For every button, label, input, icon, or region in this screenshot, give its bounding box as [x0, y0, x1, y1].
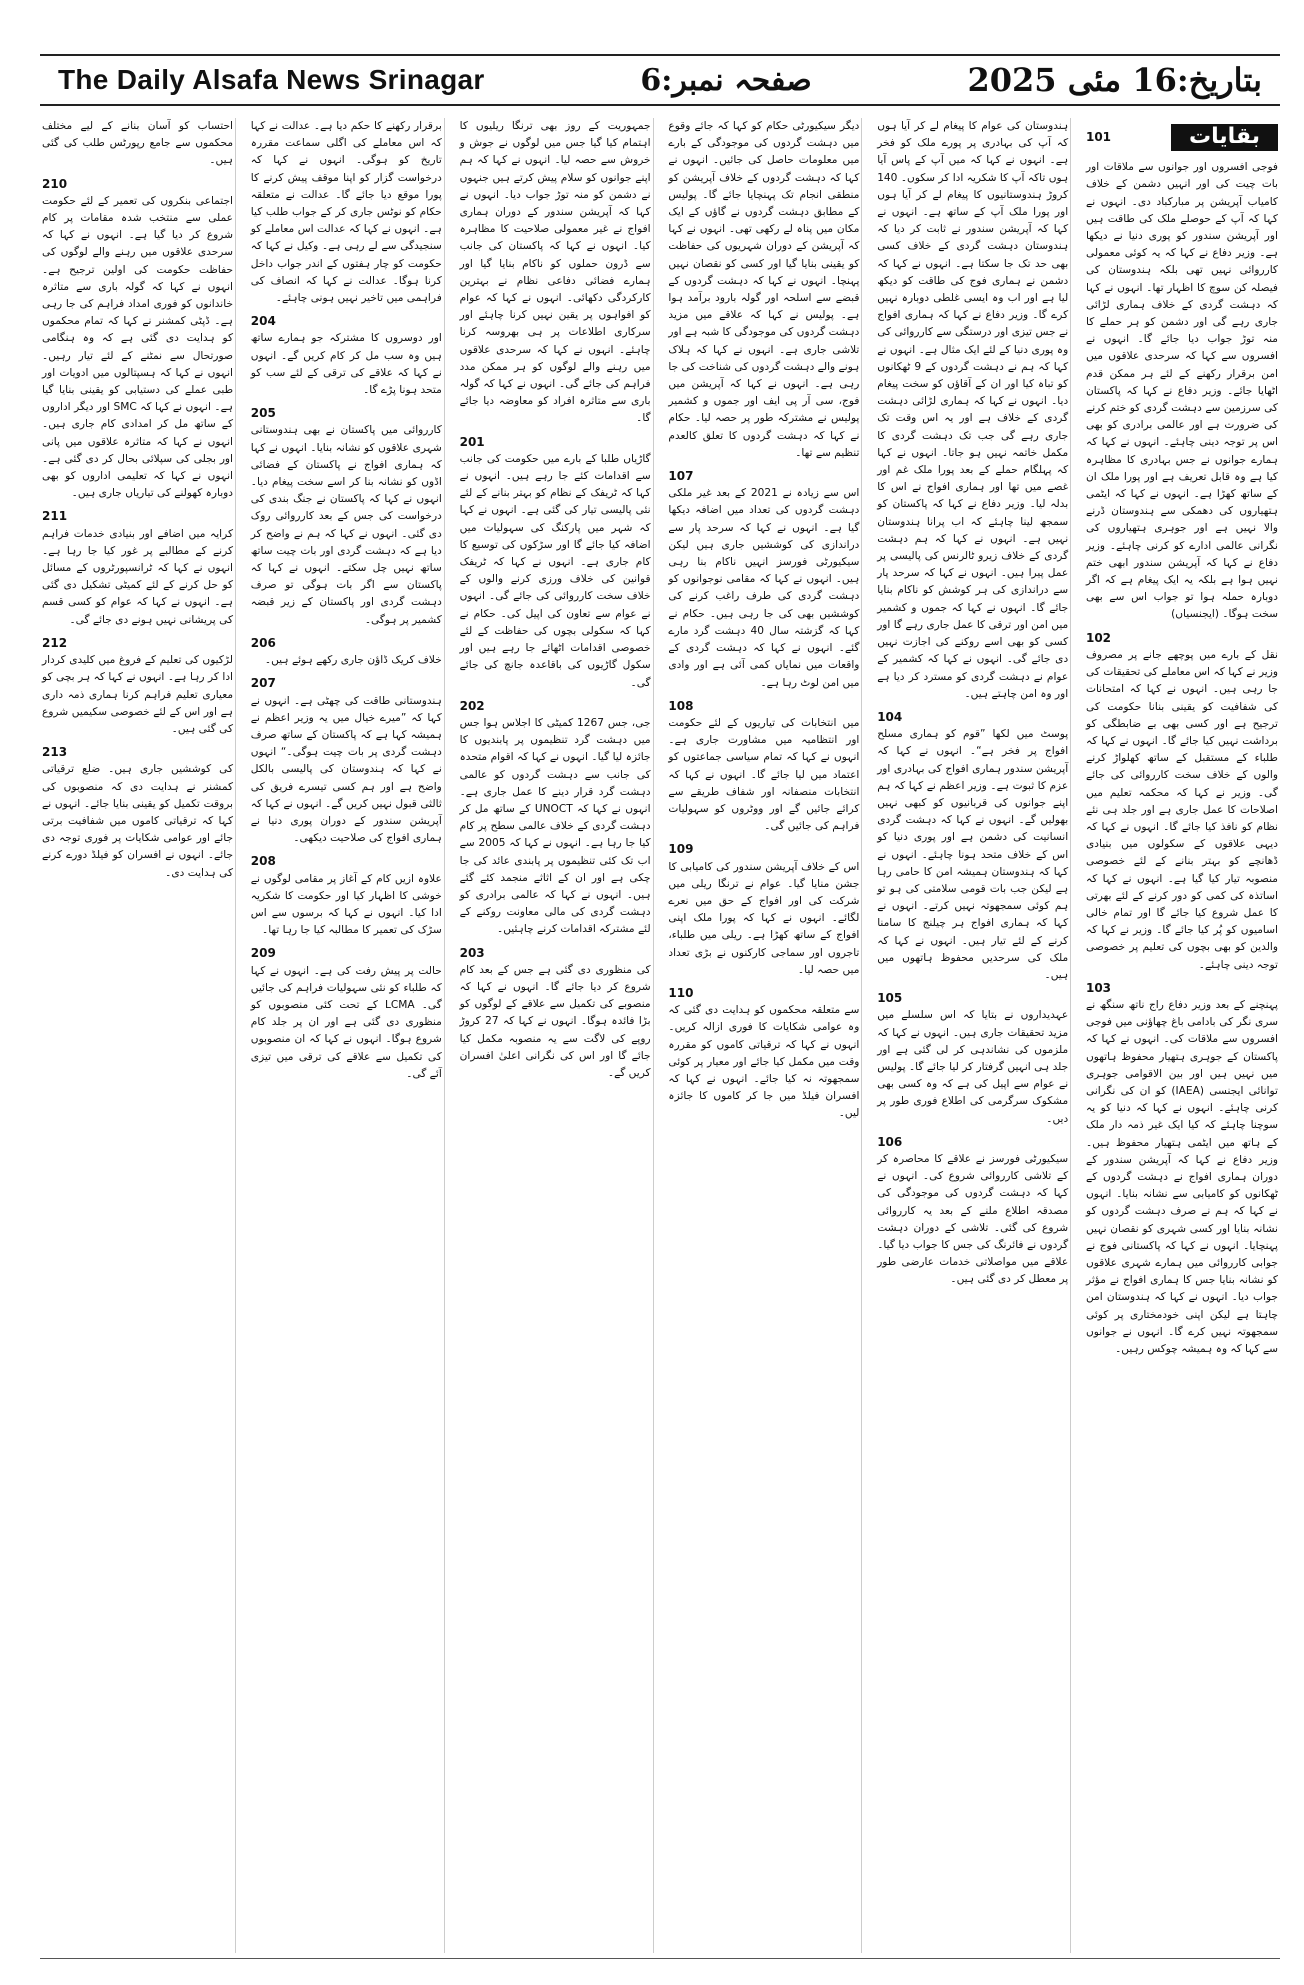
continuation-number: 101: [1085, 130, 1112, 144]
article-paragraph: پوسٹ میں لکھا ”قوم کو ہماری مسلح افواج پر فخر ہے“۔ انہوں نے کہا کہ آپریشن سندور ہماری افواج کی بہادری اور عزم کا ثبوت ہے۔ وزیر اعظم نے کہا کہ ہم اپنے جوانوں کی قربانیوں کو کبھی نہیں بھولیں گے۔ انہوں نے کہا کہ دہشت گردی انسانیت کی دشمن ہے اور پوری دنیا کو اس کے خلاف متحد ہونا چاہئے۔ انہوں نے کہا کہ ہندوستان ہمیشہ امن کا حامی رہا ہے لیکن جب بات قومی سلامتی کی ہو تو ہم کوئی سمجھوتہ نہیں کرتے۔ انہوں نے کہا کہ ہماری افواج ہر چیلنج کا سامنا کرنے کے لئے تیار ہیں۔ انہوں نے کہا کہ ملک کی سرحدیں محفوظ ہاتھوں میں ہیں۔: [877, 728, 1069, 981]
article-paragraph: نقل کے بارے میں پوچھے جانے پر مصروف وزیر نے کہا کہ اس معاملے کی تحقیقات کی جا رہی ہیں۔ انہوں نے کہا کہ امتحانات کی شفافیت کو یقینی بنانا حکومت کی ترجیح ہے اور کسی بھی بے ضابطگی کو برداشت نہیں کیا جائے گا۔ انہوں نے کہا کہ طلباء کے مستقبل کے ساتھ کھلواڑ کرنے والوں کے خلاف سخت کارروائی کی جائے گی۔ وزیر نے کہا کہ محکمہ تعلیم میں اصلاحات کا عمل جاری ہے اور جلد ہی نئے نظام کو نافذ کیا جائے گا۔ انہوں نے کہا کہ دیہی علاقوں کے سکولوں میں بنیادی ڈھانچے کو بہتر بنانے کے لئے خصوصی منصوبہ تیار کیا گیا ہے۔ انہوں نے کہا کہ اساتذہ کی کمی کو دور کرنے کے لئے بھرتی کا عمل شروع کیا جائے گا اور تمام خالی اسامیوں کو پُر کیا جائے گا۔ وزیر نے کہا کہ والدین کو بھی بچوں کی تعلیم پر خصوصی توجہ دینی چاہئے۔: [1085, 648, 1278, 971]
article-paragraph: لڑکیوں کی تعلیم کے فروغ میں کلیدی کردار ادا کر رہا ہے۔ انہوں نے کہا کہ ہر بچی کو معیاری تعلیم فراہم کرنا ہماری ذمہ داری ہے اور اس کے لئے خصوصی سکیمیں شروع کی گئی ہیں۔: [42, 654, 233, 735]
continuation-number: 103: [1085, 980, 1112, 995]
article-column: [458, 118, 654, 1953]
article-paragraph: کی کوششیں جاری ہیں۔ ضلع ترقیاتی کمشنر نے ہدایت دی کہ منصوبوں کی بروقت تکمیل کو یقینی بنایا جائے۔ انہوں نے کہا کہ ترقیاتی کاموں میں شفافیت برتی جائے اور عوامی شکایات پر فوری توجہ دی جائے۔ انہوں نے افسران کو فیلڈ دورے کرنے کی ہدایت دی۔: [42, 763, 233, 879]
article-paragraph: پہنچنے کے بعد وزیر دفاع راج ناتھ سنگھ نے سری نگر کی بادامی باغ چھاؤنی میں فوجی افسروں سے ملاقات کی۔ انہوں نے کہا کہ پاکستان کے جوہری ہتھیار محفوظ ہاتھوں میں نہیں ہیں اور بین الاقوامی جوہری توانائی ایجنسی (IAEA) کو ان کی نگرانی کرنی چاہئے۔ انہوں نے کہا کہ دنیا کو یہ سوچنا چاہئے کہ کیا ایک غیر ذمہ دار ملک کے ہاتھ میں ایٹمی ہتھیار محفوظ ہیں۔ وزیر دفاع نے کہا کہ آپریشن سندور کے دوران ہماری افواج نے دہشت گردوں کے ٹھکانوں کو کامیابی سے نشانہ بنایا۔ انہوں نے کہا کہ ہم نے صرف دہشت گردوں کو نشانہ بنایا اور کسی شہری کو نقصان نہیں پہنچایا۔ انہوں نے کہا کہ پاکستانی فوج نے جوابی کارروائی میں ہمارے شہری علاقوں کو نشانہ بنایا جس کا ہماری افواج نے مؤثر جواب دیا۔ انہوں نے کہا کہ ہندوستان امن چاہتا ہے لیکن اپنی خودمختاری پر کوئی سمجھوتہ نہیں کرے گا۔ انہوں نے جوانوں سے کہا کہ وہ ہمیشہ چوکس رہیں۔: [1085, 998, 1278, 1356]
continuation-number: 104: [877, 709, 903, 724]
continuation-number: 102: [1085, 630, 1112, 645]
article-paragraph: جی، جس 1267 کمیٹی کا اجلاس ہوا جس میں دہشت گرد تنظیموں پر پابندیوں کا جائزہ لیا گیا۔ انہوں نے کہا کہ اقوام متحدہ کی جانب سے دہشت گردوں کو عالمی دہشت گرد قرار دینے کا عمل جاری ہے۔ انہوں نے کہا کہ UNOCT کے ساتھ مل کر دہشت گردی کے خلاف عالمی سطح پر کام کیا جا رہا ہے۔ انہوں نے کہا کہ 2005 سے اب تک کئی تنظیموں پر پابندی عائد کی جا چکی ہے اور ان کے اثاثے منجمد کئے گئے ہیں۔ انہوں نے کہا کہ عالمی برادری کو دہشت گردی کی مالی معاونت روکنے کے لئے مشترکہ اقدامات کرنے چاہئیں۔: [459, 716, 651, 936]
article-paragraph: عہدیداروں نے بتایا کہ اس سلسلے میں مزید تحقیقات جاری ہیں۔ انہوں نے کہا کہ ملزموں کی نشاندہی کر لی گئی ہے اور جلد ہی انہیں گرفتار کر لیا جائے گا۔ پولیس نے عوام سے اپیل کی ہے کہ وہ کسی بھی مشکوک سرگرمی کی اطلاع فوری طور پر دیں۔: [877, 1009, 1069, 1125]
continuation-number: 105: [877, 991, 903, 1006]
article-column: [666, 118, 862, 1953]
article-paragraph: برقرار رکھنے کا حکم دیا ہے۔ عدالت نے کہا کہ اس معاملے کی اگلی سماعت مقررہ تاریخ کو ہوگی۔ انہوں نے کہا کہ درخواست گزار کو اپنا موقف پیش کرنے کا پورا موقع دیا جائے گا۔ عدالت نے متعلقہ حکام کو نوٹس جاری کر کے جواب طلب کیا ہے۔ انہوں نے کہا کہ عدالت اس معاملے کو سنجیدگی سے لے رہی ہے۔ وکیل نے کہا کہ حکومت کو چار ہفتوں کے اندر جواب داخل کرنا ہوگا۔ عدالت نے کہا کہ انصاف کی فراہمی میں تاخیر نہیں ہونی چاہئے۔: [250, 120, 442, 305]
continuation-number: 205: [250, 406, 276, 421]
section-header: [1086, 124, 1278, 151]
article-paragraph: جمہوریت کے روز بھی ترنگا ریلیوں کا اہتمام کیا گیا جس میں لوگوں نے جوش و خروش سے حصہ لیا۔ انہوں نے کہا کہ ہم اپنے جوانوں کو سلام پیش کرتے ہیں جنہوں نے دشمن کو منہ توڑ جواب دیا۔ انہوں نے کہا کہ آپریشن سندور کے دوران ہماری افواج نے غیر معمولی صلاحیت کا مظاہرہ کیا۔ انہوں نے کہا کہ پاکستان کی جانب سے ڈرون حملوں کو ناکام بنایا گیا اور ہمارے فضائی دفاعی نظام نے بہترین کارکردگی دکھائی۔ انہوں نے کہا کہ عوام کو افواہوں پر یقین نہیں کرنا چاہئے اور سرکاری اطلاعات پر ہی بھروسہ کرنا چاہئے۔ انہوں نے کہا کہ سرحدی علاقوں میں رہنے والے لوگوں کو ہر ممکن مدد فراہم کی جائے گی۔ انہوں نے کہا کہ گولہ باری سے متاثرہ افراد کو معاوضہ دیا جائے گا۔: [459, 120, 651, 425]
article-paragraph: میں انتخابات کی تیاریوں کے لئے حکومت اور انتظامیہ میں مشاورت جاری ہے۔ انہوں نے کہا کہ تمام سیاسی جماعتوں کو اعتماد میں لیا جائے گا۔ انہوں نے کہا کہ انتخابات منصفانہ اور شفاف طریقے سے کرائے جائیں گے اور ووٹروں کو سہولیات فراہم کی جائیں گی۔: [668, 716, 860, 833]
article-paragraph: حالت پر پیش رفت کی ہے۔ انہوں نے کہا کہ طلباء کو نئی سہولیات فراہم کی جائیں گی۔ LCMA کے تحت کئی منصوبوں کو منظوری دی گئی ہے اور ان پر جلد کام شروع ہوگا۔ انہوں نے کہا کہ ان منصوبوں کی تکمیل سے علاقے کی ترقی میں تیزی آئے گی۔: [250, 964, 442, 1080]
article-paragraph: کارروائی میں پاکستان نے بھی ہندوستانی شہری علاقوں کو نشانہ بنایا۔ انہوں نے کہا کہ ہماری افواج نے پاکستان کے فضائی اڈوں کو نشانہ بنا کر اسے سخت پیغام دیا۔ انہوں نے کہا کہ پاکستان نے جنگ بندی کی درخواست کی جس کے بعد کارروائی روک دی گئی۔ انہوں نے کہا کہ ہم نے واضح کر دیا ہے کہ دہشت گردی اور بات چیت ساتھ ساتھ نہیں چل سکتے۔ انہوں نے کہا کہ پاکستان سے اگر بات ہوگی تو صرف دہشت گردی اور پاکستان کے زیر قبضہ کشمیر پر ہوگی۔: [250, 424, 442, 626]
article-columns: [40, 118, 1280, 1953]
issue-date: بتاریخ:16 مئی 2025: [967, 61, 1262, 99]
continuation-number: 204: [250, 314, 276, 329]
continuation-number: 211: [42, 509, 68, 524]
article-paragraph: اور دوسروں کا مشترکہ جو ہمارے ساتھ ہیں وہ سب مل کر کام کریں گے۔ انہوں نے کہا کہ علاقے کی ترقی کے لئے سب کو متحد ہونا پڑے گا۔: [250, 332, 442, 397]
article-column: [40, 118, 236, 1953]
continuation-number: 110: [668, 985, 694, 1000]
article-paragraph: اس سے زیادہ نے 2021 کے بعد غیر ملکی دہشت گردوں کی تعداد میں اضافہ دیکھا گیا ہے۔ انہوں نے کہا کہ سرحد پار سے دراندازی کی کوششیں جاری ہیں لیکن سیکیورٹی فورسز انہیں ناکام بنا رہی ہیں۔ انہوں نے کہا کہ مقامی نوجوانوں کو دہشت گردی کی طرف راغب کرنے کی کوششیں بھی کی جا رہی ہیں۔ حکام نے کہا کہ گزشتہ سال 40 دہشت گرد مارے گئے۔ انہوں نے کہا کہ دہشت گردی کے واقعات میں نمایاں کمی آئی ہے اور وادی میں امن لوٹ رہا ہے۔: [668, 487, 860, 689]
continuation-number: 107: [668, 469, 694, 484]
article-column: [1084, 118, 1280, 1953]
continuation-number: 210: [42, 176, 68, 191]
bottom-rule: [40, 1958, 1280, 1959]
continuation-number: 207: [250, 676, 276, 691]
continuation-number: 203: [459, 945, 485, 960]
article-paragraph: اس کے خلاف آپریشن سندور کی کامیابی کا جشن منایا گیا۔ عوام نے ترنگا ریلی میں شرکت کی اور افواج کے حق میں نعرے لگائے۔ انہوں نے کہا کہ پورا ملک اپنی افواج کے ساتھ کھڑا ہے۔ ریلی میں طلباء، تاجروں اور سماجی کارکنوں نے بڑی تعداد میں حصہ لیا۔: [668, 860, 860, 976]
article-paragraph: دیگر سیکیورٹی حکام کو کہا کہ جائے وقوع میں دہشت گردوں کی موجودگی کے بارے میں معلومات حاصل کی جائیں۔ انہوں نے کہا کہ دہشت گردوں کے خلاف آپریشن کو منطقی انجام تک پہنچایا جائے گا۔ پولیس کے مطابق دہشت گردوں نے گاؤں کے ایک مکان میں پناہ لے رکھی تھی۔ انہوں نے کہا کہ آپریشن کے دوران شہریوں کی حفاظت کو یقینی بنایا گیا اور کسی کو نقصان نہیں پہنچا۔ انہوں نے کہا کہ دہشت گردوں کے قبضے سے اسلحہ اور گولہ بارود برآمد ہوا ہے۔ پولیس نے کہا کہ علاقے میں مزید دہشت گردوں کی موجودگی کا شبہ ہے اور تلاشی جاری ہے۔ انہوں نے کہا کہ ہلاک ہونے والے دہشت گردوں کی شناخت کی جا رہی ہے۔ انہوں نے کہا کہ آپریشن میں فوج، سی آر پی ایف اور جموں و کشمیر پولیس نے مشترکہ طور پر حصہ لیا۔ حکام نے کہا کہ دہشت گردوں کا تعلق کالعدم تنظیم سے تھا۔: [668, 120, 860, 459]
continuation-number: 208: [250, 854, 276, 869]
article-paragraph: فوجی افسروں اور جوانوں سے ملاقات اور بات چیت کی اور انہیں دشمن کے خلاف کامیاب آپریشن پر مبارکباد دی۔ انہوں نے کہا کہ آپ کے حوصلے ملک کی طاقت ہیں اور آپریشن سندور کو پوری دنیا نے دیکھا ہے۔ وزیر دفاع نے کہا کہ یہ کوئی معمولی کارروائی نہیں تھی بلکہ ہندوستان کی فیصلہ کن سوچ کا اظہار تھا۔ انہوں نے کہا کہ دہشت گردی کے خلاف ہماری لڑائی جاری رہے گی اور دشمن کو ہر حملے کا منہ توڑ جواب دیا جائے گا۔ انہوں نے افسروں سے کہا کہ سرحدی علاقوں میں امن برقرار رکھنے کے لئے ہر ممکن قدم اٹھایا جائے۔ وزیر دفاع نے کہا کہ پاکستان کی سرزمین سے دہشت گردی کو ختم کرنے کی ضرورت ہے اور عالمی برادری کو بھی اس پر توجہ دینی چاہئے۔ انہوں نے کہا کہ ہمارے جوانوں نے جس بہادری کا مظاہرہ کیا ہے وہ قابل تعریف ہے اور پورا ملک ان کے ساتھ کھڑا ہے۔ انہوں نے کہا کہ ایٹمی ہتھیاروں کی دھمکی سے ہندوستان ڈرنے والا نہیں ہے اور جوہری ہتھیاروں کی نگرانی عالمی ادارے کو کرنی چاہئے۔ وزیر دفاع نے کہا کہ آپریشن سندور ابھی ختم نہیں ہوا ہے بلکہ یہ ایک پیغام ہے کہ اگر دوبارہ حملہ ہوا تو جواب اس سے بھی سخت ہوگا۔ (ایجنسیاں): [1085, 161, 1278, 621]
article-column: [249, 118, 445, 1953]
continuation-number: 202: [459, 698, 485, 713]
newspaper-page: [40, 40, 1280, 1960]
article-paragraph: گاڑیاں طلبا کے بارے میں حکومت کی جانب سے اقدامات کئے جا رہے ہیں۔ انہوں نے کہا کہ ٹریفک کے نظام کو بہتر بنانے کے لئے نئی پالیسی تیار کی گئی ہے۔ انہوں نے کہا کہ شہر میں پارکنگ کی سہولیات میں اضافہ کیا جائے گا اور سڑکوں کی توسیع کا کام جاری ہے۔ انہوں نے کہا کہ ٹریفک قوانین کی خلاف ورزی کرنے والوں کے خلاف سخت کارروائی کی جائے گی۔ انہوں نے عوام سے تعاون کی اپیل کی۔ حکام نے کہا کہ سکولی بچوں کی حفاظت کے لئے خصوصی اقدامات اٹھائے جا رہے ہیں اور سکول گاڑیوں کی باقاعدہ جانچ کی جائے گی۔: [459, 452, 651, 689]
article-paragraph: ہندوستان کی عوام کا پیغام لے کر آیا ہوں کہ آپ کی بہادری پر پورے ملک کو فخر ہے۔ انہوں نے کہا کہ میں آپ کے پاس آیا ہوں تاکہ آپ کا شکریہ ادا کر سکوں۔ 140 کروڑ ہندوستانیوں کا پیغام لے کر آیا ہوں اور پورا ملک آپ کے ساتھ ہے۔ انہوں نے کہا کہ آپریشن سندور نے ثابت کر دیا کہ ہندوستان دہشت گردی کے خلاف کسی بھی حد تک جا سکتا ہے۔ انہوں نے کہا کہ دشمن نے ہماری فوج کی طاقت کو دیکھ لیا ہے اور اب وہ ایسی غلطی دوبارہ نہیں کرے گا۔ وزیر دفاع نے کہا کہ ہماری افواج نے جس تیزی اور درستگی سے کارروائی کی وہ پوری دنیا کے لئے ایک مثال ہے۔ انہوں نے کہا کہ ہم نے دہشت گردوں کے 9 ٹھکانوں کو تباہ کیا اور ان کے آقاؤں کو سخت پیغام دیا۔ انہوں نے کہا کہ ہماری لڑائی دہشت گردی کے خلاف ہے اور یہ اس وقت تک جاری رہے گی جب تک دہشت گردی کا مکمل خاتمہ نہیں ہو جاتا۔ انہوں نے کہا کہ پہلگام حملے کے بعد پورا ملک غم اور غصے میں تھا اور ہماری افواج نے اس کا بدلہ لیا۔ وزیر دفاع نے کہا کہ پاکستان کو سمجھ لینا چاہئے کہ اب پرانا ہندوستان نہیں ہے۔ انہوں نے کہا کہ ہم دہشت گردی کے خلاف زیرو ٹالرنس کی پالیسی پر عمل پیرا ہیں۔ انہوں نے کہا کہ سرحد پار سے دراندازی کی ہر کوشش کو ناکام بنایا جائے گا۔ انہوں نے کہا کہ جموں و کشمیر میں امن اور ترقی کا عمل جاری رہے گا اور کسی کو بھی اسے روکنے کی اجازت نہیں دی جائے گی۔ انہوں نے کہا کہ کشمیر کے عوام نے دہشت گردی کو مسترد کر دیا ہے اور وہ امن چاہتے ہیں۔: [877, 120, 1069, 700]
article-paragraph: سیکیورٹی فورسز نے علاقے کا محاصرہ کر کے تلاشی کارروائی شروع کی۔ انہوں نے کہا کہ دہشت گردوں کی موجودگی کی مصدقہ اطلاع ملنے کے بعد یہ کارروائی شروع کی گئی۔ تلاشی کے دوران دہشت گردوں نے فائرنگ کی جس کا جواب دیا گیا۔ علاقے میں مواصلاتی خدمات عارضی طور پر معطل کر دی گئی ہیں۔: [877, 1152, 1069, 1286]
article-paragraph: ہندوستانی طاقت کی چھٹی ہے۔ انہوں نے کہا کہ ”میرے خیال میں یہ وزیر اعظم نے ہمیشہ کہا ہے کہ پاکستان کے ساتھ صرف دہشت گردی پر بات چیت ہوگی۔“ انہوں نے کہا کہ ہندوستان کی پالیسی بالکل واضح ہے اور ہم کسی تیسرے فریق کی ثالثی قبول نہیں کریں گے۔ انہوں نے کہا کہ آپریشن سندور کے دوران پوری دنیا نے ہماری افواج کی صلاحیت دیکھی۔: [250, 694, 442, 845]
section-label: بقایات: [1171, 124, 1278, 151]
article-paragraph: خلاف کریک ڈاؤن جاری رکھے ہوئے ہیں۔: [264, 654, 442, 667]
continuation-number: 206: [250, 635, 276, 650]
article-paragraph: اجتماعی بنکروں کی تعمیر کے لئے حکومت عملی سے منتخب شدہ مقامات پر کام شروع کر دیا گیا ہے۔ انہوں نے کہا کہ سرحدی علاقوں میں رہنے والے لوگوں کی حفاظت حکومت کی اولین ترجیح ہے۔ انہوں نے کہا کہ گولہ باری سے متاثرہ خاندانوں کو فوری امداد فراہم کی جا رہی ہے۔ ڈپٹی کمشنر نے کہا کہ تمام محکموں کو ہدایت دی گئی ہے کہ وہ ہنگامی صورتحال سے نمٹنے کے لئے تیار رہیں۔ انہوں نے کہا کہ ہسپتالوں میں ادویات اور طبی عملے کی دستیابی کو یقینی بنایا گیا ہے۔ انہوں نے کہا کہ SMC اور دیگر اداروں کے ساتھ مل کر امدادی کام جاری ہیں۔ انہوں نے کہا کہ متاثرہ علاقوں میں پانی اور بجلی کی سپلائی بحال کر دی گئی ہے۔ انہوں نے کہا کہ تعلیمی اداروں کو بھی دوبارہ کھولنے کی تیاریاں جاری ہیں۔: [42, 194, 233, 500]
continuation-number: 108: [668, 698, 694, 713]
article-paragraph: احتساب کو آسان بنانے کے لیے مختلف محکموں سے جامع رپورٹس طلب کی گئی ہیں۔: [42, 120, 233, 167]
page-number: صفحہ نمبر:6: [640, 62, 812, 98]
continuation-number: 201: [459, 434, 485, 449]
continuation-number: 213: [42, 745, 68, 760]
article-paragraph: علاوہ ازیں کام کے آغاز پر مقامی لوگوں نے خوشی کا اظہار کیا اور حکومت کا شکریہ ادا کیا۔ انہوں نے کہا کہ برسوں سے اس سڑک کی تعمیر کا مطالبہ کیا جا رہا تھا۔: [250, 872, 442, 937]
continuation-number: 109: [668, 842, 694, 857]
continuation-number: 106: [877, 1134, 903, 1149]
article-paragraph: سے متعلقہ محکموں کو ہدایت دی گئی کہ وہ عوامی شکایات کا فوری ازالہ کریں۔ انہوں نے کہا کہ ترقیاتی کاموں کو مقررہ وقت میں مکمل کیا جائے اور معیار پر کوئی سمجھوتہ نہ کیا جائے۔ انہوں نے کہا کہ افسران فیلڈ میں جا کر کاموں کا جائزہ لیں۔: [668, 1004, 860, 1120]
masthead: [40, 54, 1280, 106]
newspaper-title: The Daily Alsafa News Srinagar: [58, 64, 485, 95]
article-paragraph: کرایہ میں اضافے اور بنیادی خدمات فراہم کرنے کے مطالبے پر غور کیا جا رہا ہے۔ انہوں نے کہا کہ ٹرانسپورٹروں کے مسائل کو حل کرنے کے لئے کمیٹی تشکیل دی گئی ہے۔ انہوں نے کہا کہ عوام کو کسی قسم کی پریشانی نہیں ہونے دی جائے گی۔: [42, 527, 233, 626]
article-paragraph: کی منظوری دی گئی ہے جس کے بعد کام شروع کر دیا جائے گا۔ انہوں نے کہا کہ منصوبے کی تکمیل سے علاقے کے لوگوں کو بڑا فائدہ ہوگا۔ انہوں نے کہا کہ 27 کروڑ روپے کی لاگت سے یہ منصوبہ مکمل کیا جائے گا اور اس کی نگرانی اعلیٰ افسران کریں گے۔: [459, 963, 651, 1079]
continuation-number: 209: [250, 946, 276, 961]
article-column: [875, 118, 1071, 1953]
continuation-number: 212: [42, 635, 68, 650]
